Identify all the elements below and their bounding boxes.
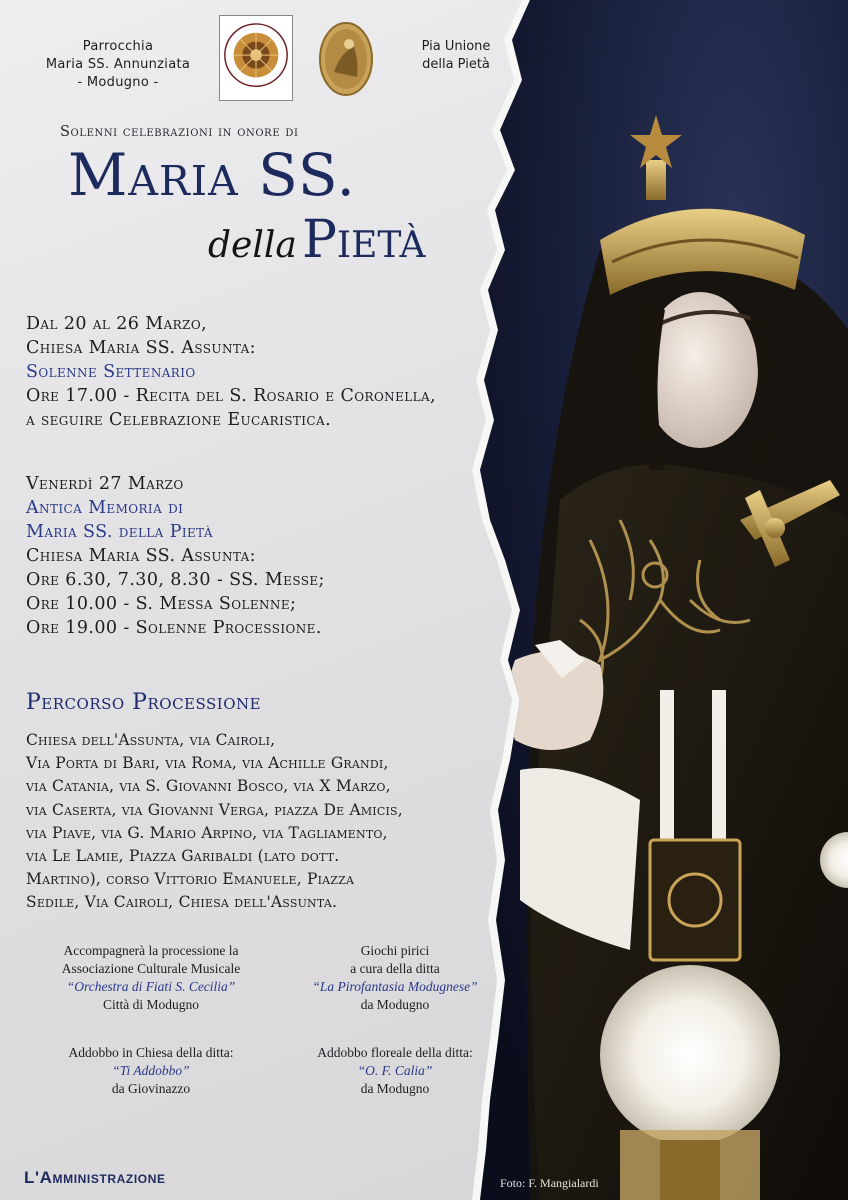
- venerdi-processione: Ore 19.00 - Solenne Processione.: [26, 618, 322, 638]
- venerdi-maria: Maria SS. della Pietà: [26, 522, 213, 542]
- settenario-dates: Dal 20 al 26 Marzo,: [26, 314, 208, 334]
- venerdi-date: Venerdì 27 Marzo: [26, 474, 184, 494]
- chiesa-addobbo-line-3: da Giovinazzo: [111, 1081, 191, 1096]
- settenario-church: Chiesa Maria SS. Assunta:: [26, 338, 256, 358]
- percorso-route: [26, 729, 403, 915]
- venerdi-messa-solenne: Ore 10.00 - S. Messa Solenne;: [26, 594, 297, 614]
- floreale-line-1: Addobbo floreale della ditta:: [317, 1045, 473, 1060]
- floreale-addobbo-note: [280, 1044, 510, 1098]
- venerdi-memoria: Antica Memoria di: [26, 498, 184, 518]
- route-line: Martino), corso Vittorio Emanuele, Piazza: [26, 870, 355, 889]
- venerdi-church: Chiesa Maria SS. Assunta:: [26, 546, 256, 566]
- page-title-line-2: [208, 210, 425, 282]
- giochi-line-2: a cura della ditta: [350, 961, 440, 976]
- giochi-note: [280, 942, 510, 1014]
- chiesa-addobbo-note: [26, 1044, 276, 1098]
- amministrazione-signature: L'Amministrazione: [24, 1168, 166, 1187]
- floreale-line-3: da Modugno: [360, 1081, 430, 1096]
- route-line: Via Porta di Bari, via Roma, via Achille Grandi,: [26, 754, 389, 773]
- route-line: via Le Lamie, Piazza Garibaldi (lato dott.: [26, 847, 340, 866]
- orchestra-line-2: Associazione Culturale Musicale: [61, 961, 241, 976]
- floreale-name: “O. F. Calia”: [357, 1063, 433, 1078]
- venerdi-block: [26, 472, 325, 640]
- route-line: Sedile, Via Cairoli, Chiesa dell'Assunta.: [26, 893, 338, 912]
- pia-unione-medal-logo: [319, 22, 373, 96]
- orchestra-line-4: Città di Modugno: [102, 997, 199, 1012]
- settenario-title: Solenne Settenario: [26, 362, 196, 382]
- settenario-follow: a seguire Celebrazione Eucaristica.: [26, 410, 332, 430]
- subtitle: Solenni celebrazioni in onore di: [60, 124, 299, 140]
- settenario-block: [26, 312, 436, 432]
- giochi-line-1: Giochi pirici: [360, 943, 430, 958]
- title-della: della: [208, 225, 297, 266]
- percorso-title: Percorso Processione: [26, 690, 262, 715]
- jubilee-seal-logo: [219, 15, 293, 101]
- parish-line-2: Maria SS. Annunziata: [45, 57, 191, 72]
- orchestra-note: [26, 942, 276, 1014]
- parish-name: [18, 38, 218, 92]
- parish-line-1: Parrocchia: [82, 39, 154, 54]
- route-line: Chiesa dell'Assunta, via Cairoli,: [26, 731, 276, 749]
- chiesa-addobbo-name: “Ti Addobbo”: [112, 1063, 190, 1078]
- giochi-line-4: da Modugno: [360, 997, 430, 1012]
- parish-line-3: - Modugno -: [77, 75, 159, 90]
- pia-line-1: Pia Unione: [421, 39, 491, 54]
- title-maria: Maria SS.: [68, 141, 356, 209]
- pia-line-2: della Pietà: [422, 57, 490, 72]
- settenario-time: Ore 17.00 - Recita del S. Rosario e Coronella,: [26, 386, 437, 406]
- route-line: via Catania, via S. Giovanni Bosco, via X Marzo,: [26, 777, 391, 796]
- venerdi-messe: Ore 6.30, 7.30, 8.30 - SS. Messe;: [26, 570, 325, 590]
- route-line: via Caserta, via Giovanni Verga, piazza De Amicis,: [26, 800, 403, 819]
- orchestra-line-1: Accompagnerà la processione la: [63, 943, 239, 958]
- route-line: via Piave, via G. Mario Arpino, via Tagliamento,: [26, 823, 388, 842]
- photo-credit: Foto: F. Mangialardi: [500, 1176, 599, 1190]
- title-pieta: Pietà: [301, 210, 426, 270]
- pia-unione-name: [406, 38, 506, 74]
- chiesa-addobbo-line-1: Addobbo in Chiesa della ditta:: [68, 1045, 234, 1060]
- giochi-name: “La Pirofantasia Modugnese”: [312, 979, 478, 994]
- orchestra-name: “Orchestra di Fiati S. Cecilia”: [66, 979, 236, 994]
- page-title: [68, 140, 356, 210]
